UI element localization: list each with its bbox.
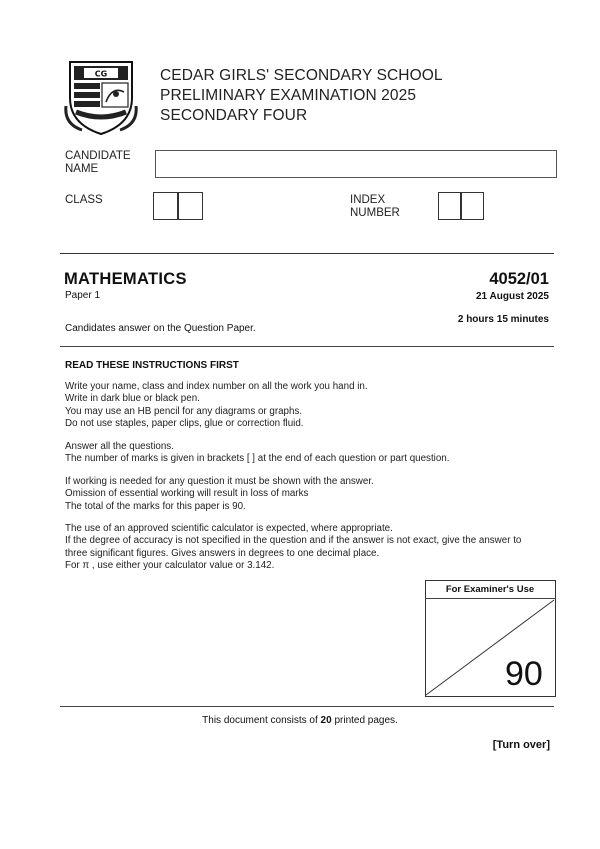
class-label: CLASS	[65, 194, 103, 206]
divider-bottom	[60, 706, 554, 707]
index-number-label: INDEX NUMBER	[350, 194, 400, 219]
school-crest-logo	[62, 58, 140, 136]
turn-over-label: [Turn over]	[492, 739, 550, 751]
page-count: 20	[320, 715, 332, 726]
school-name: CEDAR GIRLS' SECONDARY SCHOOL	[160, 67, 443, 84]
instructions-block-1: Write your name, class and index number on all the work you hand in. Write in dark blue or black pen. You may use an HB pencil for any diagrams or graphs. Do not use staples, paper clips, glue or correction fluid.	[65, 381, 368, 430]
subject-title: MATHEMATICS	[64, 270, 187, 288]
candidates-note: Candidates answer on the Question Paper.	[65, 323, 256, 334]
divider-middle	[60, 346, 554, 347]
instructions-block-3: If working is needed for any question it must be shown with the answer. Omission of essential working will result in loss of marks The total of the marks for this paper is 90.	[65, 476, 374, 512]
exam-name: PRELIMINARY EXAMINATION 2025	[160, 87, 417, 104]
candidate-name-label: CANDIDATE NAME	[65, 150, 131, 175]
paper-code: 4052/01	[489, 270, 549, 288]
class-field-box-1[interactable]	[153, 192, 178, 220]
level-name: SECONDARY FOUR	[160, 107, 308, 124]
exam-duration: 2 hours 15 minutes	[457, 314, 549, 325]
examiners-use-title: For Examiner's Use	[445, 584, 535, 595]
instructions-block-4: The use of an approved scientific calculator is expected, where appropriate. If the degree of accuracy is not specified in the question and if the answer is not exact, give the answer to three significant figures. Gives answers in degrees to one decimal place. For π , use either your calculator value or 3.142.	[65, 523, 522, 572]
index-field-box-2[interactable]	[461, 192, 484, 220]
paper-number: Paper 1	[65, 290, 101, 301]
exam-date: 21 August 2025	[476, 291, 549, 302]
class-field-box-2[interactable]	[178, 192, 203, 220]
index-field-box-1[interactable]	[438, 192, 461, 220]
candidate-name-field[interactable]	[155, 150, 557, 178]
school-header	[160, 66, 443, 126]
page-count-note: This document consists of 20 printed pages.	[202, 715, 398, 726]
total-marks: 90	[505, 655, 543, 693]
instructions-heading: READ THESE INSTRUCTIONS FIRST	[65, 360, 239, 371]
crest-letters: CG	[94, 69, 108, 79]
divider-top	[60, 253, 554, 254]
instructions-block-2: Answer all the questions. The number of marks is given in brackets [ ] at the end of each question or part question.	[65, 441, 450, 465]
